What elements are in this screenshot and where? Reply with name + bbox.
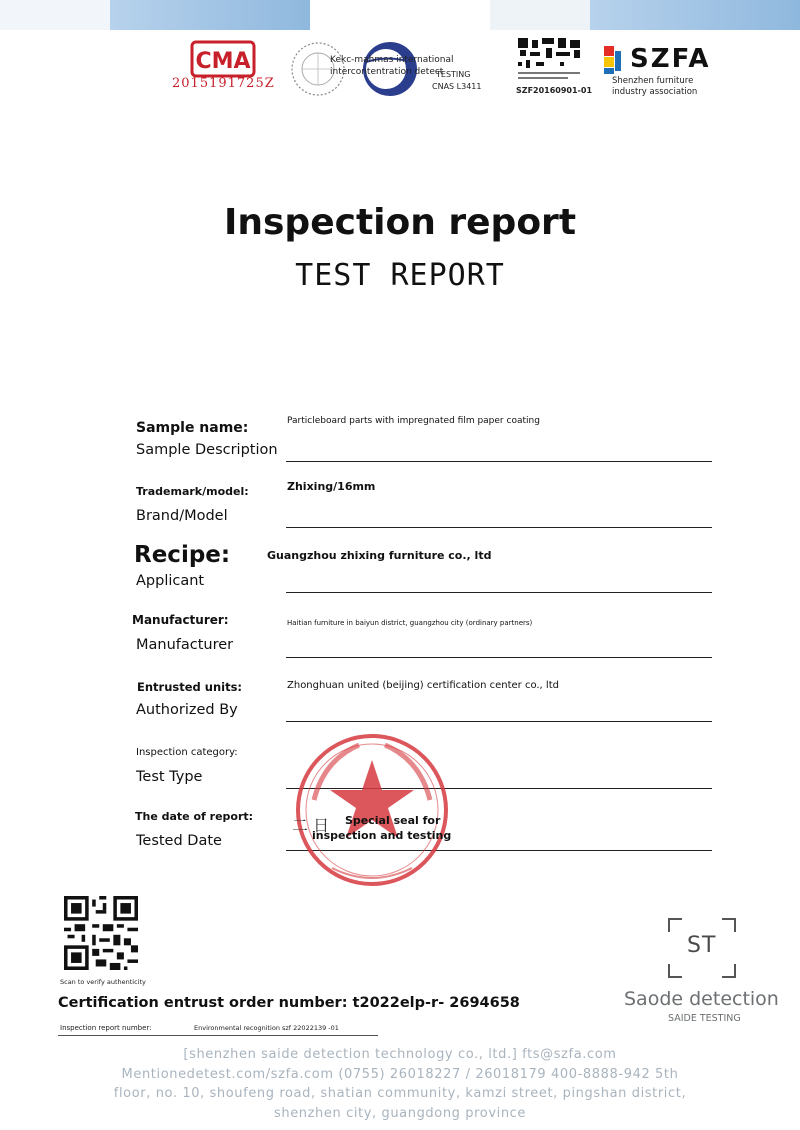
cnas-testing: TESTING [436,70,471,79]
szfa-logo-icon [604,46,630,76]
inspection-report-number-value: Environmental recognition szf 22022139 -01 [194,1024,339,1032]
szfa-logo-text: SZFA [630,44,711,74]
report-subtitle: TEST REPORT [295,258,505,293]
field-underline [286,592,712,593]
field-desc: Manufacturer [136,637,234,653]
footer-line: [shenzhen saide detection technology co., ltd.] fts@szfa.com [183,1047,617,1062]
szfa-subtitle-line1: Shenzhen furniture [612,76,694,86]
saode-logo-mark: ST [687,933,717,958]
field-underline [286,461,712,462]
field-desc: Authorized By [136,702,238,718]
field-value: Haitian furniture in baiyun district, guangzhou city (ordinary partners) [287,619,533,627]
szfa-subtitle-line2: industry association [612,87,698,97]
field-desc: Applicant [136,573,205,589]
inspection-report-number-label: Inspection report number: [60,1024,152,1032]
footer-line: Mentionedetest.com/szfa.com (0755) 26018227 / 26018179 400-8888-942 5th [121,1066,679,1082]
field-label: The date of report: [135,810,254,823]
field-value: Particleboard parts with impregnated film paper coating [287,416,540,426]
field-label: Inspection category: [136,747,238,758]
field-value: Zhixing/16mm [287,480,376,493]
field-underline [286,721,712,722]
footer-line: floor, no. 10, shoufeng road, shatian community, kamzi street, pingshan district, [113,1086,687,1101]
accreditation-qr-icon [516,36,582,84]
field-desc: Brand/Model [136,508,228,524]
footer-line: shenzhen city, guangdong province [273,1105,527,1121]
field-underline [286,657,712,658]
field-desc: Sample Description [136,442,278,458]
field-desc: Tested Date [136,833,222,849]
cma-logo [190,40,256,78]
report-title: Inspection report [223,202,577,243]
verify-qr-code[interactable] [64,896,138,970]
inspection-seal-stamp [292,730,452,890]
field-label: Manufacturer: [132,613,229,627]
cma-number: 2015191725Z [172,76,275,91]
seal-text-line2: inspection and testing [312,829,452,842]
scan-note: Scan to verify authenticity [60,978,146,986]
saode-brand-name: Saode detection [624,988,779,1010]
top-color-bar [0,0,800,30]
field-label: Trademark/model: [136,485,249,498]
field-desc: Test Type [136,769,203,785]
cma-logo-text: CMA [195,49,251,74]
accreditation-number: SZF20160901-01 [516,86,593,95]
saode-brand-sub: SAIDE TESTING [668,1013,741,1024]
report-date-value: 二 日 [292,816,330,835]
field-label: Recipe: [134,542,231,568]
cnas-number: CNAS L3411 [432,82,482,91]
field-value: Zhonghuan united (beijing) certification center co., ltd [287,680,559,691]
field-label: Sample name: [136,420,249,436]
seal-text-line1: Special seal for [345,814,441,827]
cnas-name-line2: intercontentration detect [330,67,444,77]
footer-contact [70,1045,730,1123]
report-number-underline [58,1035,378,1036]
field-underline [286,527,712,528]
field-value: Guangzhou zhixing furniture co., ltd [267,549,492,562]
certification-order-number: Certification entrust order number: t2022elp-r- 2694658 [58,995,520,1011]
field-label: Entrusted units: [137,680,243,694]
cnas-name-line1: Kekc-mahmas international [330,55,454,65]
